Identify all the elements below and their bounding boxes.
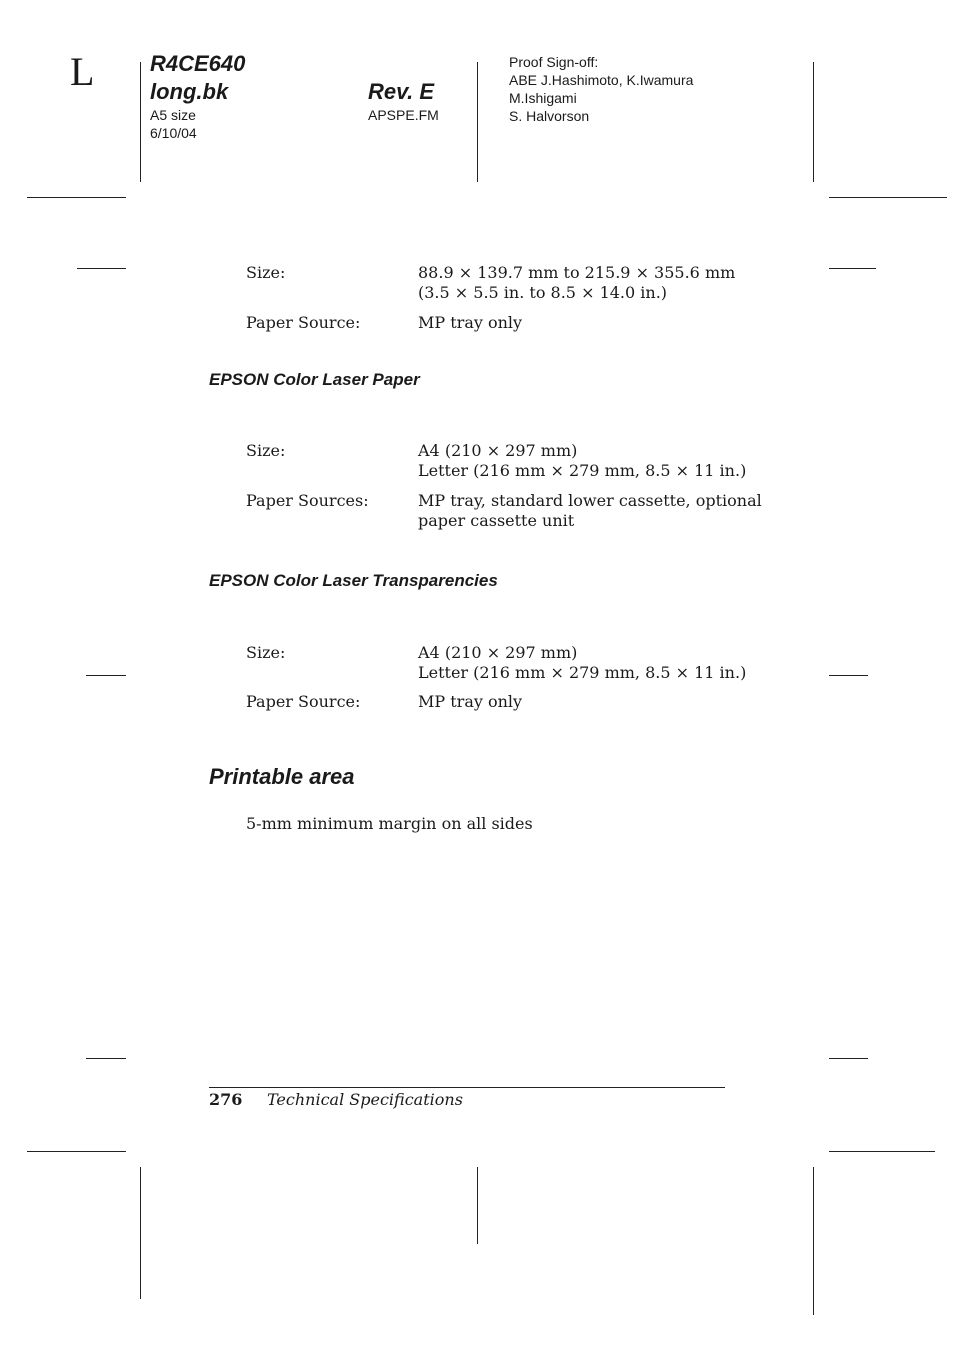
crop-mark xyxy=(829,197,947,198)
proof-line: S. Halvorson xyxy=(509,108,590,124)
proof-title: Proof Sign-off: xyxy=(509,54,599,70)
corner-letter: L xyxy=(70,49,95,94)
header-title-block xyxy=(150,50,245,142)
spec-label: Size: xyxy=(246,643,286,662)
page-number: 276 xyxy=(209,1090,243,1109)
body-text: 5-mm minimum margin on all sides xyxy=(246,814,533,833)
crop-mark xyxy=(140,1167,141,1299)
crop-mark xyxy=(813,62,814,182)
proof-line: M.Ishigami xyxy=(509,90,577,106)
proof-signoff xyxy=(509,53,693,125)
spec-value-line: (3.5 × 5.5 in. to 8.5 × 14.0 in.) xyxy=(418,283,668,302)
header-rev-block xyxy=(368,78,439,124)
spec-label: Size: xyxy=(246,441,286,460)
page-size: A5 size xyxy=(150,107,196,123)
footer-rule xyxy=(209,1087,725,1088)
section-heading: EPSON Color Laser Transparencies xyxy=(209,571,498,590)
crop-mark xyxy=(140,62,141,182)
proof-line: ABE J.Hashimoto, K.Iwamura xyxy=(509,72,694,88)
spec-value-line: A4 (210 × 297 mm) xyxy=(418,441,578,460)
spec-value-line: A4 (210 × 297 mm) xyxy=(418,643,578,662)
spec-value-line: 88.9 × 139.7 mm to 215.9 × 355.6 mm xyxy=(418,263,736,282)
doc-code: R4CE640 xyxy=(150,51,246,76)
running-footer: Technical Specifications xyxy=(267,1090,463,1109)
section-title: Printable area xyxy=(209,764,355,789)
crop-mark xyxy=(27,1151,126,1152)
section-heading: EPSON Color Laser Paper xyxy=(209,370,420,389)
crop-mark xyxy=(813,1167,814,1315)
frame-file: APSPE.FM xyxy=(368,107,439,123)
spec-value-line: MP tray, standard lower cassette, optional xyxy=(418,491,762,510)
spec-label: Paper Sources: xyxy=(246,491,369,510)
revision: Rev. E xyxy=(368,79,435,104)
crop-mark xyxy=(829,1058,868,1059)
crop-mark xyxy=(77,268,126,269)
spec-value-line: Letter (216 mm × 279 mm, 8.5 × 11 in.) xyxy=(418,461,747,480)
crop-mark xyxy=(829,675,868,676)
crop-mark xyxy=(27,197,126,198)
crop-mark xyxy=(477,1167,478,1244)
crop-mark xyxy=(829,1151,935,1152)
doc-date: 6/10/04 xyxy=(150,125,197,141)
spec-label: Paper Source: xyxy=(246,692,361,711)
spec-value xyxy=(418,441,746,481)
spec-value: MP tray only xyxy=(418,692,523,711)
crop-mark xyxy=(829,268,876,269)
doc-file: long.bk xyxy=(150,79,229,104)
spec-value-line: paper cassette unit xyxy=(418,511,575,530)
crop-mark xyxy=(86,1058,126,1059)
spec-value-line: Letter (216 mm × 279 mm, 8.5 × 11 in.) xyxy=(418,663,747,682)
spec-value xyxy=(418,643,746,683)
crop-mark xyxy=(477,62,478,182)
spec-label: Paper Source: xyxy=(246,313,361,332)
spec-value xyxy=(418,491,762,531)
spec-value xyxy=(418,263,735,303)
spec-label: Size: xyxy=(246,263,286,282)
crop-mark xyxy=(86,675,126,676)
spec-value: MP tray only xyxy=(418,313,523,332)
